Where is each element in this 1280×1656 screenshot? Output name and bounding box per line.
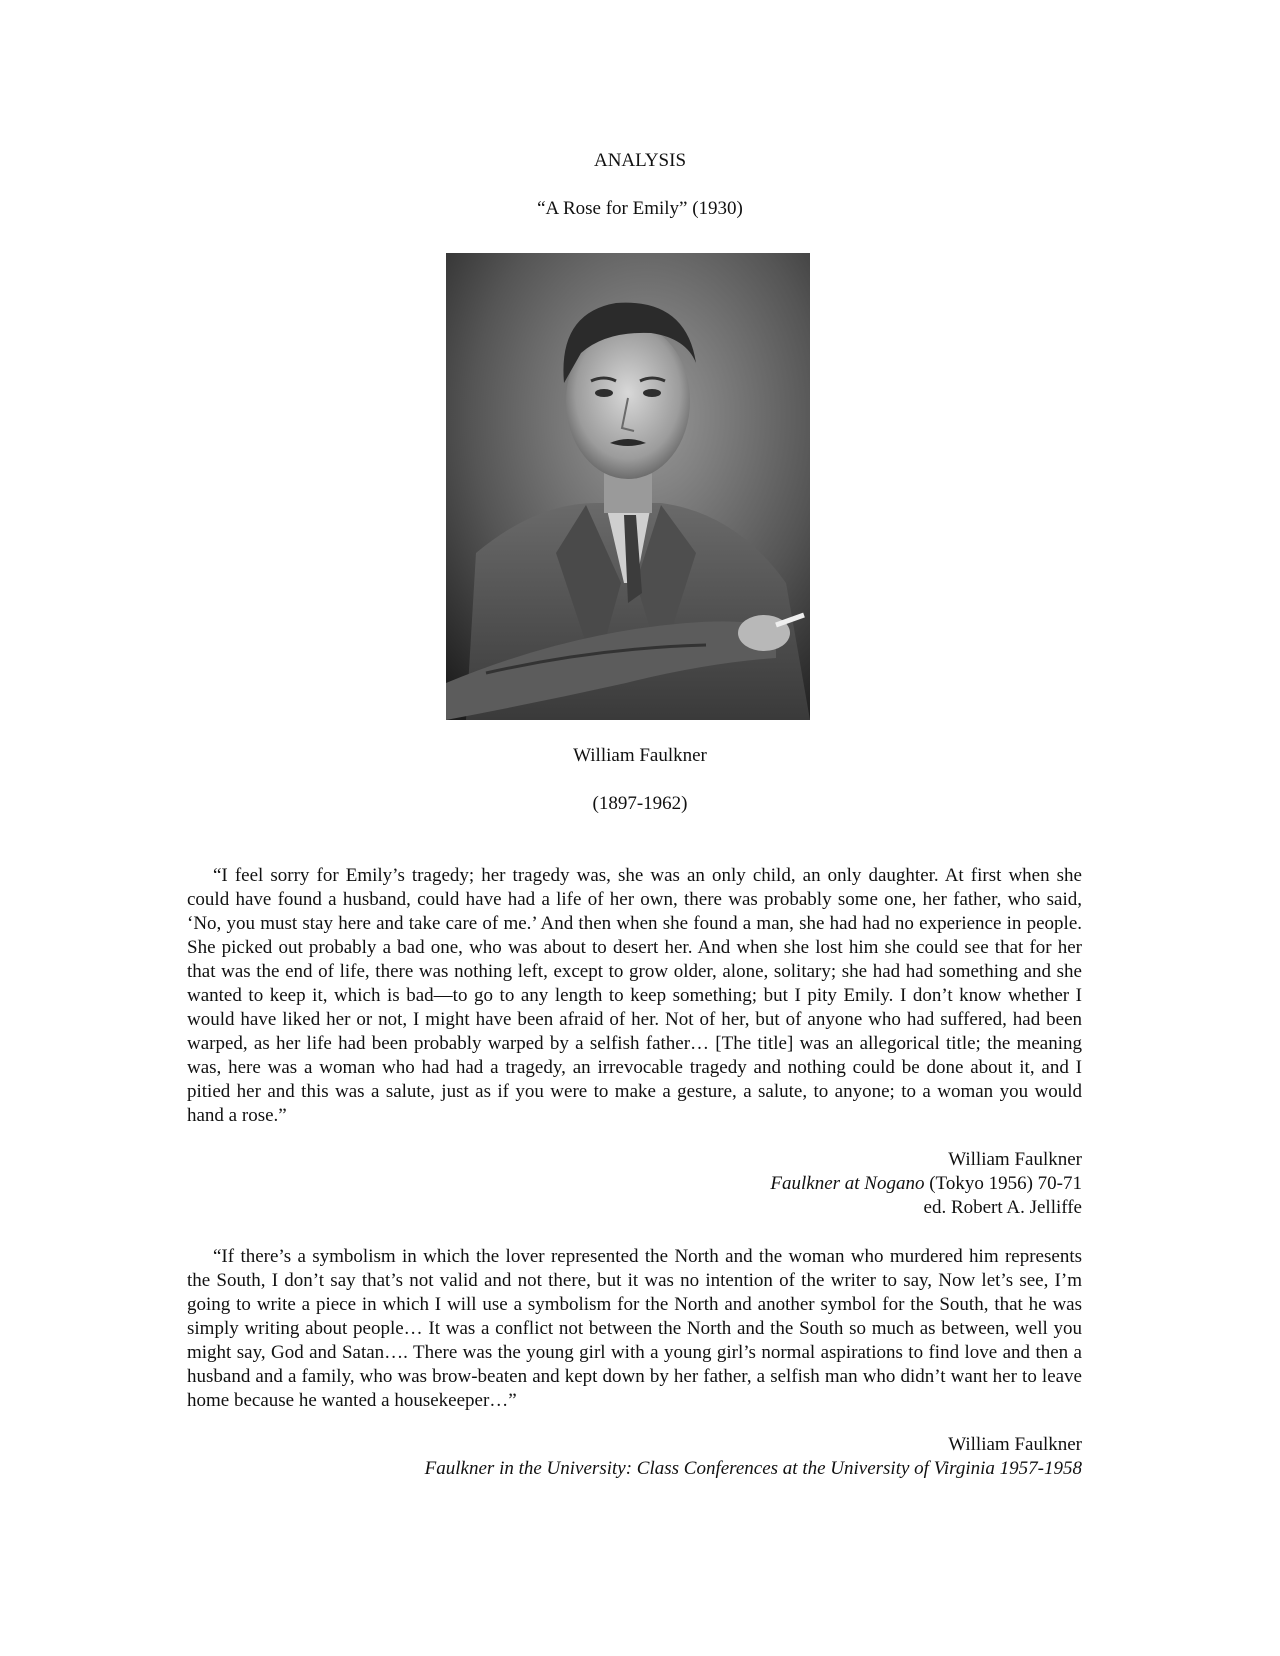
citation-1 [187, 1148, 1082, 1220]
citation-work [187, 1172, 1082, 1196]
story-title: “A Rose for Emily” (1930) [537, 198, 743, 219]
portrait-caption-years: (1897-1962) [592, 793, 688, 814]
citation-work-details: (Tokyo 1956) 70-71 [924, 1173, 1082, 1194]
citation-author: William Faulkner [948, 1149, 1082, 1170]
quote-paragraph-2: “If there’s a symbolism in which the lover represented the North and the woman who murdered him represents the South, I don’t say that’s not valid and not there, but it was no intention of the writer to say, Now let’s see, I’m going to write a piece in which I will use a symbolism for the North and another symbol for the South, that he was simply writing about people… It was a conflict not between the North and the South so much as between, well you might say, God and Satan…. There was the young girl with a young girl’s normal aspirations to find love and then a husband and a family, who was brow-beaten and kept down by her father, a selfish man who didn’t want her to leave home because he wanted a housekeeper…” [187, 1246, 1082, 1411]
citation-work-title: Faulkner in the University: Class Conferences at the University of Virginia 1957-1958 [424, 1458, 1082, 1479]
author-portrait [446, 253, 810, 720]
quote-paragraph-1: “I feel sorry for Emily’s tragedy; her tragedy was, she was an only child, an only daughter. At first when she could have found a husband, could have had a life of her own, there was probably some one, her father, who said, ‘No, you must stay here and take care of me.’ And then when she found a man, she had had no experience in people. She picked out probably a bad one, who was about to desert her. And when she lost him she could see that for her that was the end of life, there was nothing left, except to grow older, alone, solitary; she had had something and she wanted to keep it, which is bad—to go to any length to keep something; but I pity Emily. I don’t know whether I would have liked her or not, I might have been afraid of her. Not of her, but of anyone who had suffered, had been warped, as her life had been probably warped by a selfish father… [The title] was an allegorical title; the meaning was, here was a woman who had had a tragedy, an irrevocable tragedy and nothing could be done about it, and I pitied her and this was a salute, just as if you were to make a gesture, a salute, to anyone; to a woman you would hand a rose.” [187, 865, 1082, 1126]
citation-author: William Faulkner [948, 1434, 1082, 1455]
page-title: ANALYSIS [593, 150, 687, 171]
portrait-image [446, 253, 810, 720]
citation-2 [187, 1433, 1082, 1481]
citation-work-title: Faulkner at Nogano [770, 1173, 925, 1194]
portrait-caption-name: William Faulkner [573, 745, 707, 766]
citation-editor: ed. Robert A. Jelliffe [923, 1197, 1082, 1218]
